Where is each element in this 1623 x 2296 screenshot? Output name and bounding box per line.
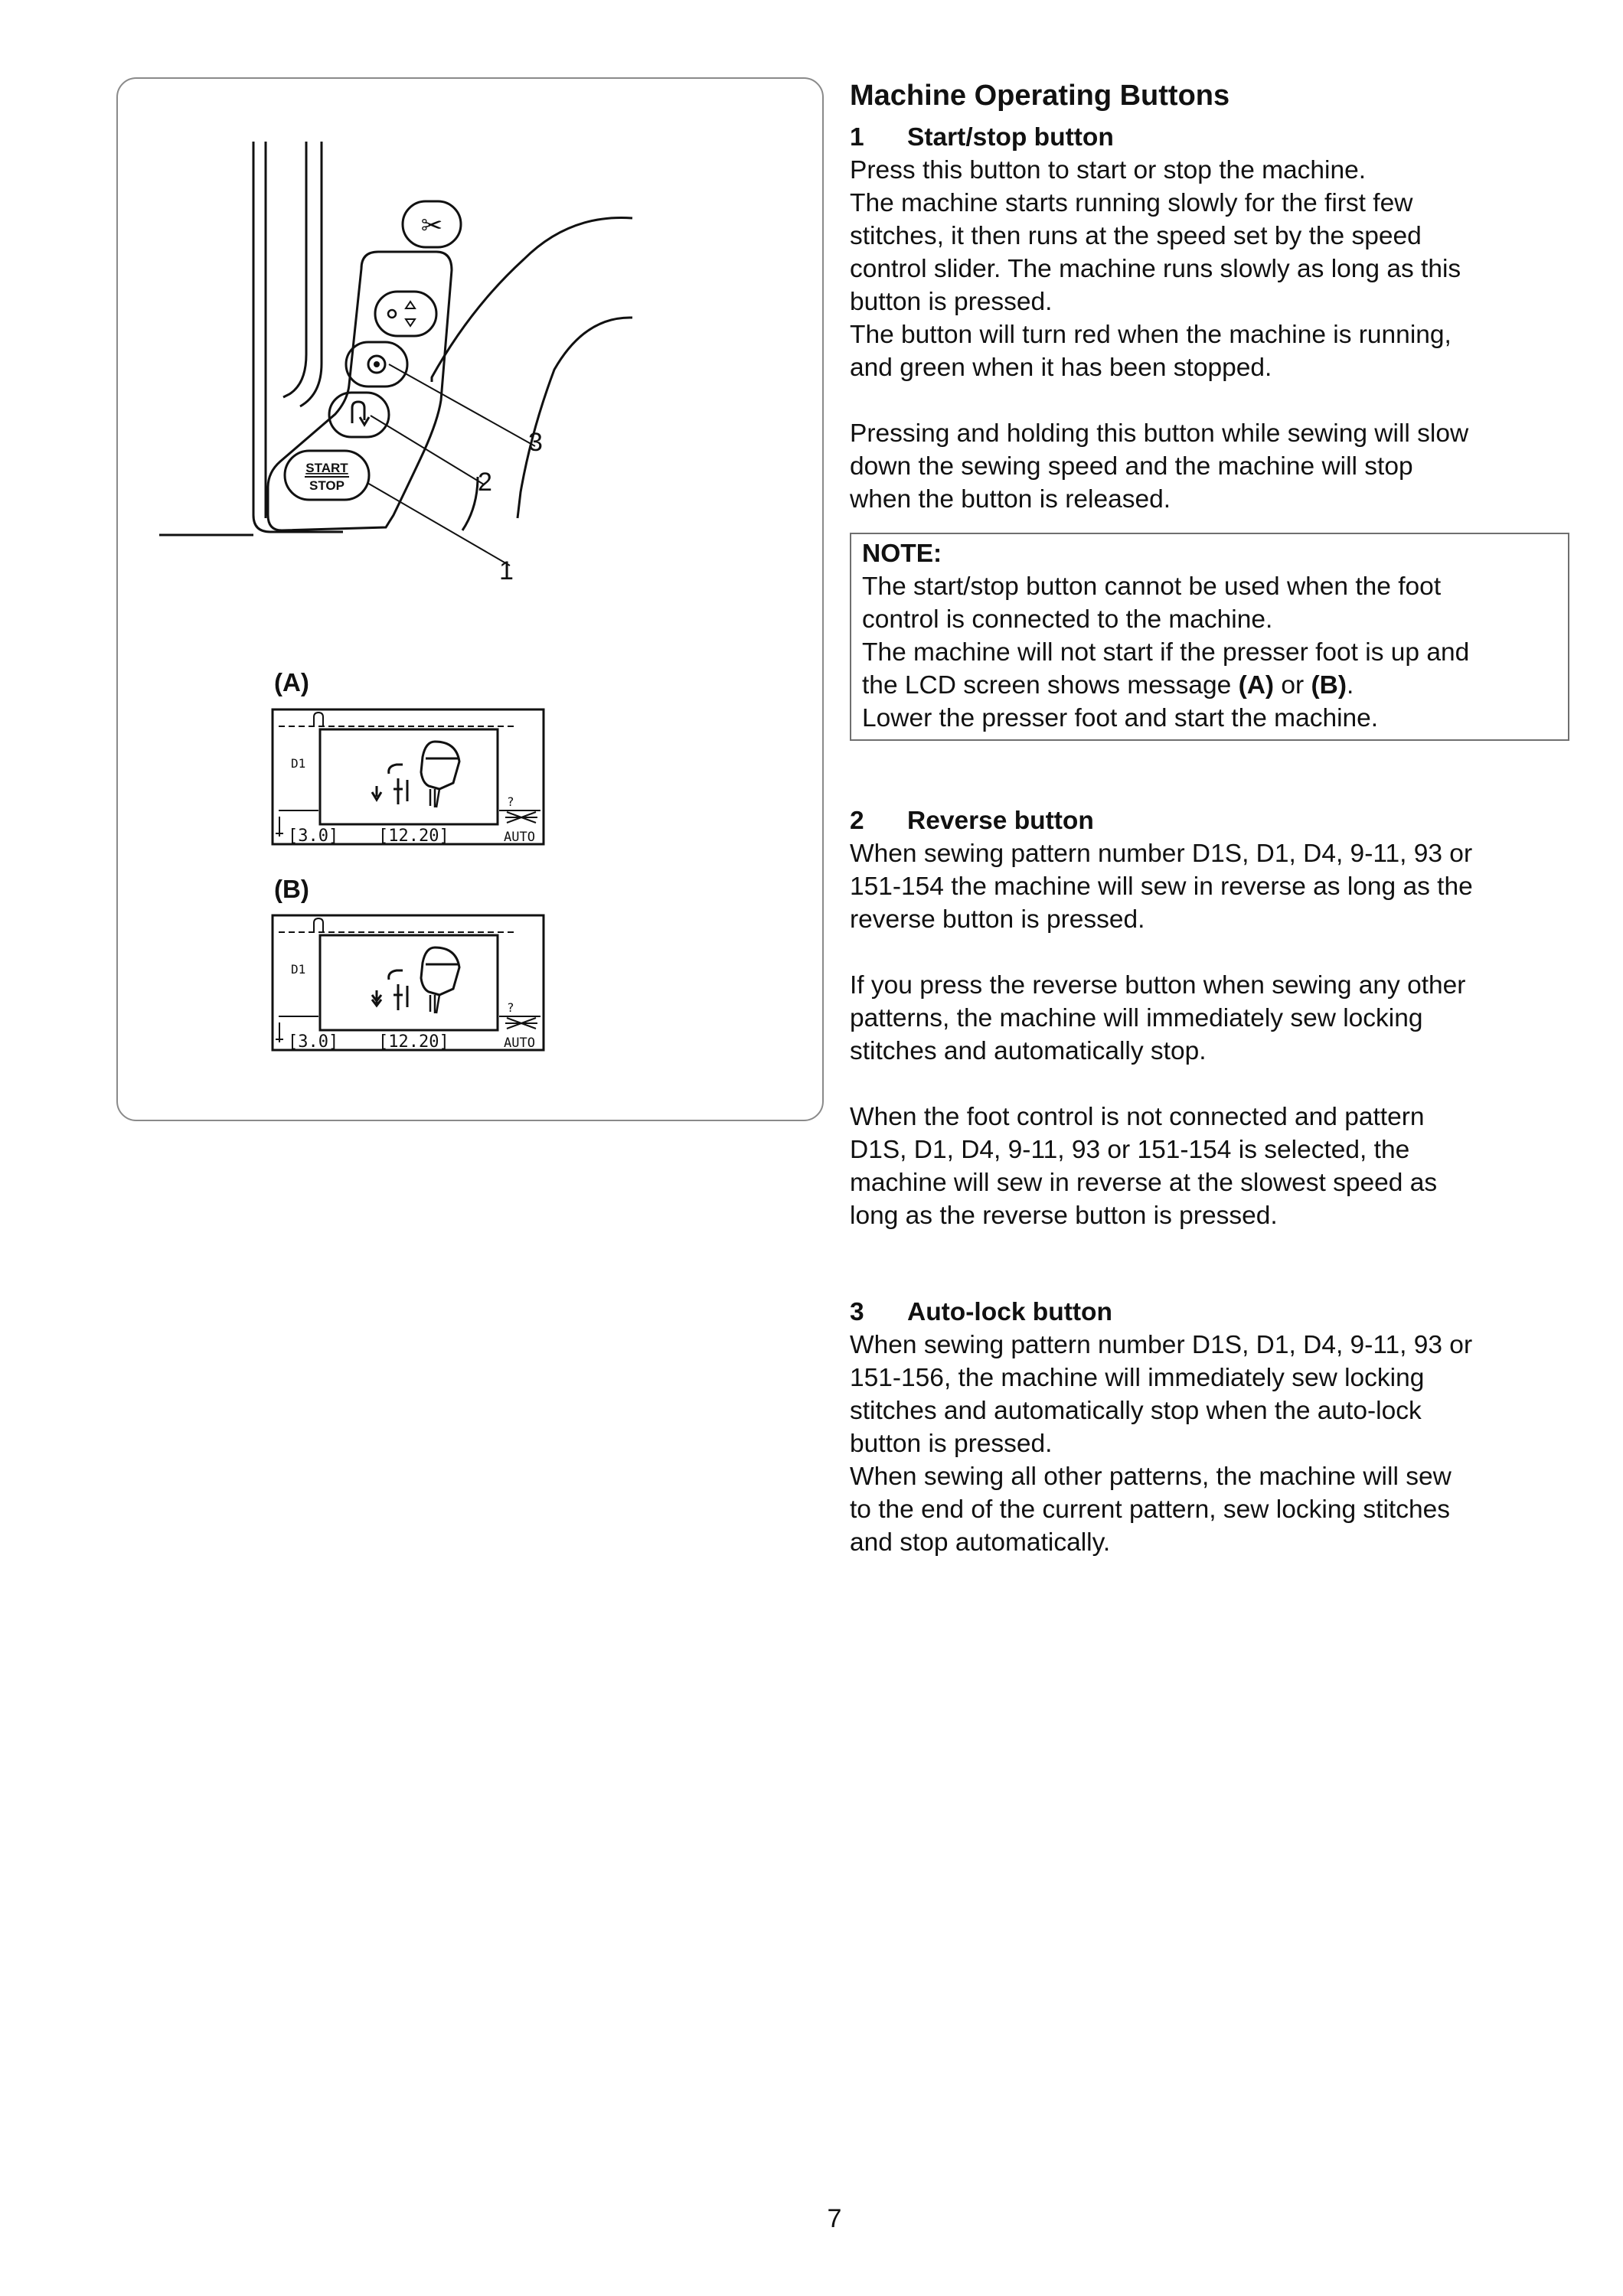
section-1-line: button is pressed. [850, 288, 1053, 316]
section-2-line: 151-154 the machine will sew in reverse as long as the [850, 872, 1473, 901]
lcd-b-left-value: [3.0] [288, 1032, 339, 1052]
note-line: The machine will not start if the presser foot is up and [862, 638, 1470, 667]
section-3-line: 151-156, the machine will immediately sew locking [850, 1364, 1425, 1392]
section-3-line: button is pressed. [850, 1430, 1053, 1458]
section-3-line: and stop automatically. [850, 1528, 1111, 1557]
needle-up-down-button [375, 292, 436, 336]
section-1-number: 1 [850, 123, 864, 152]
section-3-line: to the end of the current pattern, sew locking stitches [850, 1495, 1450, 1524]
text-column [850, 77, 1569, 1559]
note-line: Lower the presser foot and start the machine. [862, 704, 1379, 732]
section-2-number: 2 [850, 807, 864, 835]
needle-arrows-icon [406, 302, 415, 326]
machine-illustration [118, 79, 825, 1123]
page-number: 7 [827, 2204, 842, 2233]
lcd-a-label: (A) [274, 668, 309, 696]
scissors-icon: ✂ [420, 210, 443, 241]
note-line [862, 669, 1557, 702]
section-3-line: When sewing all other patterns, the machine will sew [850, 1463, 1452, 1491]
start-stop-button [285, 451, 369, 500]
lcd-a-right-value: [12.20] [378, 827, 449, 846]
note-title: NOTE: [862, 540, 942, 568]
lcd-b-mode: AUTO [504, 1035, 535, 1051]
section-2-line: reverse button is pressed. [850, 905, 1145, 934]
callout-1: 1 [499, 556, 514, 585]
section-2-line: machine will sew in reverse at the slowest speed as [850, 1169, 1438, 1197]
section-1-heading [850, 121, 1569, 154]
reverse-button [329, 393, 389, 437]
note-text: the LCD screen shows message [862, 671, 1239, 700]
section-2-line: D1S, D1, D4, 9-11, 93 or 151-154 is selected, the [850, 1136, 1410, 1164]
auto-lock-button [346, 342, 407, 386]
section-2-heading [850, 804, 1569, 837]
section-2-line: When the foot control is not connected and pattern [850, 1103, 1425, 1131]
page-title: Machine Operating Buttons [850, 80, 1230, 112]
section-1-line: control slider. The machine runs slowly as long as this [850, 255, 1461, 283]
section-1-line: when the button is released. [850, 485, 1171, 514]
lcd-screen-a [273, 709, 544, 846]
note-ref-b: (B) [1311, 671, 1347, 700]
note-line: control is connected to the machine. [862, 605, 1273, 634]
section-2-title: Reverse button [907, 807, 1094, 835]
lcd-b-pattern: D1 [291, 962, 306, 977]
lcd-b-label: (B) [274, 875, 309, 903]
thread-cutter-button [403, 201, 461, 247]
section-2-line: stitches and automatically stop. [850, 1037, 1207, 1065]
section-2-line: When sewing pattern number D1S, D1, D4, 9-11, 93 or [850, 840, 1473, 868]
note-text: . [1347, 671, 1354, 700]
lcd-a-pattern: D1 [291, 756, 306, 771]
note-ref-a: (A) [1238, 671, 1275, 700]
reverse-arrow-icon [352, 402, 369, 425]
section-1-line: and green when it has been stopped. [850, 354, 1272, 382]
callout-3: 3 [528, 428, 543, 457]
note-line: The start/stop button cannot be used when the foot [862, 572, 1442, 601]
start-label: START [305, 461, 348, 475]
note-text: or [1274, 671, 1311, 700]
callout-2: 2 [478, 468, 492, 497]
machine-body-outline [159, 142, 632, 535]
lcd-a-question: ? [507, 794, 514, 809]
stop-label: STOP [309, 478, 345, 493]
section-3-heading [850, 1296, 1569, 1329]
section-1-line: stitches, it then runs at the speed set by the speed [850, 222, 1422, 250]
lcd-a-left-value: [3.0] [288, 827, 339, 846]
section-1-line: The button will turn red when the machine is running, [850, 321, 1452, 349]
section-1-line: The machine starts running slowly for the first few [850, 189, 1413, 217]
section-1-line: Press this button to start or stop the machine. [850, 156, 1367, 184]
section-2-line: patterns, the machine will immediately sew locking [850, 1004, 1423, 1032]
lcd-b-question: ? [507, 1000, 514, 1015]
section-3-number: 3 [850, 1298, 864, 1326]
lcd-screen-b [273, 915, 544, 1052]
lcd-a-mode: AUTO [504, 830, 535, 845]
section-1-title: Start/stop button [907, 123, 1114, 152]
section-3-line: When sewing pattern number D1S, D1, D4, 9-11, 93 or [850, 1331, 1473, 1359]
auto-lock-icon [374, 361, 380, 367]
section-1-line: Pressing and holding this button while sewing will slow [850, 419, 1469, 448]
section-1-line: down the sewing speed and the machine will stop [850, 452, 1413, 481]
section-2-line: long as the reverse button is pressed. [850, 1202, 1278, 1230]
section-3-title: Auto-lock button [907, 1298, 1112, 1326]
note-box [850, 533, 1569, 741]
section-3-line: stitches and automatically stop when the auto-lock [850, 1397, 1422, 1425]
figure-panel [116, 77, 824, 1121]
callout-leader-lines [367, 364, 535, 566]
section-2-line: If you press the reverse button when sewing any other [850, 971, 1466, 1000]
lcd-b-right-value: [12.20] [378, 1032, 449, 1052]
